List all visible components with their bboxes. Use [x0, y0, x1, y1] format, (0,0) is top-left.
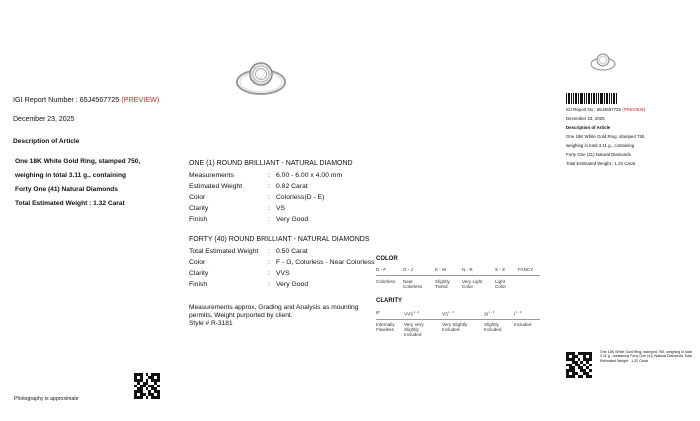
- clarity-descriptions: [376, 322, 540, 337]
- clarity-grade: SI$^{1 - 2}$: [484, 310, 495, 317]
- separator: :: [268, 281, 270, 288]
- qr-code-icon: [134, 373, 160, 399]
- spec-value: VS: [276, 205, 286, 212]
- spec-label: Finish: [189, 216, 208, 223]
- barcode-icon: [566, 93, 622, 104]
- clarity-scale-title: CLARITY: [376, 298, 402, 304]
- spec-value: Very Good: [276, 281, 309, 288]
- clarity-grade: $I^{1 - 3}$: [514, 310, 522, 317]
- color-description: Near Colorless: [403, 279, 423, 289]
- color-scale-title: COLOR: [376, 256, 398, 262]
- description-title: Description of Article: [13, 138, 80, 145]
- spec-value: VVS: [276, 270, 290, 277]
- spec-value: F - G, Colorless - Near Colorless: [276, 259, 375, 266]
- ring-thumbnail: [588, 48, 618, 74]
- clarity-description: Slightly Included: [484, 322, 502, 332]
- report-number: [13, 95, 159, 104]
- clarity-grades: [376, 310, 540, 317]
- side-stones-title: FORTY (40) ROUND BRILLIANT - NATURAL DIAMONDS: [189, 236, 370, 243]
- mini-description-line: weighing in total 3.11 g., containing: [566, 143, 635, 148]
- color-grade: D - F: [376, 267, 387, 272]
- mini-description-line: One 18K White Gold Ring, stamped 750,: [566, 134, 646, 139]
- color-description: Colorless: [376, 279, 396, 284]
- separator: :: [268, 248, 270, 255]
- photo-disclaimer: Photography is approximate: [14, 396, 79, 402]
- color-grade: FANCY: [518, 267, 534, 272]
- clarity-description: Included: [514, 322, 532, 327]
- separator: :: [268, 259, 270, 266]
- report-number-label: IGI Report Number : 65J4567725: [13, 95, 122, 104]
- spec-row: [189, 270, 290, 277]
- spec-value: 0.82 Carat: [276, 183, 308, 190]
- spec-label: Clarity: [189, 205, 209, 212]
- grading-notes: [189, 304, 374, 328]
- clarity-description: Very Very Slightly Included: [404, 322, 424, 337]
- spec-value: Colorless(D - E): [276, 194, 325, 201]
- color-description: [518, 279, 538, 289]
- separator: :: [268, 270, 270, 277]
- color-descriptions: [376, 279, 540, 289]
- color-grade: S - Z: [495, 267, 505, 272]
- description-line: weighing in total 3.11 g., containing: [15, 172, 127, 179]
- ring-photo: [232, 52, 290, 100]
- spec-row: [189, 194, 324, 201]
- mini-description-line: Forty One (41) Natural Diamonds: [566, 152, 631, 157]
- mini-description-line: Total Estimated Weight : 1.32 Carat: [566, 161, 635, 166]
- separator: :: [268, 172, 270, 179]
- spec-label: Estimated Weight: [189, 183, 243, 190]
- mini-report-date: December 23, 2025: [566, 116, 605, 121]
- color-description: Very Light Color: [462, 279, 483, 289]
- spec-row: [189, 248, 308, 255]
- divider: [376, 275, 540, 276]
- color-description: Slightly Tinted: [435, 279, 450, 289]
- spec-row: [189, 281, 308, 288]
- mini-report-number: IGI Report No : 65J4567725 (PREVIEW): [566, 107, 646, 112]
- color-grade: N - R: [462, 267, 473, 272]
- spec-row: [189, 205, 285, 212]
- color-grade: G - J: [403, 267, 413, 272]
- center-stone-title: ONE (1) ROUND BRILLIANT - NATURAL DIAMOND: [189, 160, 353, 167]
- spec-row: [189, 172, 342, 179]
- spec-label: Finish: [189, 281, 208, 288]
- style-number: Style # R-3181: [189, 320, 233, 327]
- qr-code-icon: [566, 352, 592, 378]
- separator: :: [268, 205, 270, 212]
- separator: :: [268, 194, 270, 201]
- spec-value: 0.50 Carat: [276, 248, 308, 255]
- spec-row: [189, 183, 308, 190]
- color-grade: K - M: [435, 267, 446, 272]
- spec-label: Color: [189, 259, 206, 266]
- report-date: December 23, 2025: [13, 116, 75, 123]
- color-grades: [376, 267, 540, 272]
- separator: :: [268, 216, 270, 223]
- description-line: Total Estimated Weight : 1.32 Carat: [15, 200, 125, 207]
- clarity-description: Very Slightly Included: [442, 322, 468, 332]
- spec-value: Very Good: [276, 216, 309, 223]
- preview-badge: (PREVIEW): [121, 95, 160, 104]
- clarity-description: Internally Flawless: [376, 322, 395, 332]
- notes-text: Measurements approx, Grading and Analysis as mounting permits, Weight purported by client.: [189, 304, 359, 319]
- clarity-grade: VVS$^{1 - 2}$: [404, 310, 420, 317]
- spec-label: Measurements: [189, 172, 234, 179]
- mini-description-title: Description of Article: [566, 125, 611, 130]
- spec-label: Color: [189, 194, 206, 201]
- color-description: Light Color: [495, 279, 506, 289]
- spec-value: 6.00 - 6.00 x 4.00 mm: [276, 172, 343, 179]
- description-line: Forty One (41) Natural Diamonds: [15, 186, 118, 193]
- clarity-grade: IF: [376, 310, 381, 315]
- clarity-grade: VS$^{1 - 2}$: [442, 310, 455, 317]
- spec-row: [189, 259, 375, 266]
- qr-caption: One 18K White Gold Ring, stamped 750, weighing in total 3.11 g., containing Forty One (41) Natural Diamonds Total Estimated Weight : 1.32 Carat: [600, 350, 692, 363]
- spec-label: Clarity: [189, 270, 209, 277]
- divider: [376, 319, 540, 320]
- spec-label: Total Estimated Weight: [189, 248, 259, 255]
- spec-row: [189, 216, 308, 223]
- separator: :: [268, 183, 270, 190]
- description-line: One 18K White Gold Ring, stamped 750,: [15, 158, 141, 165]
